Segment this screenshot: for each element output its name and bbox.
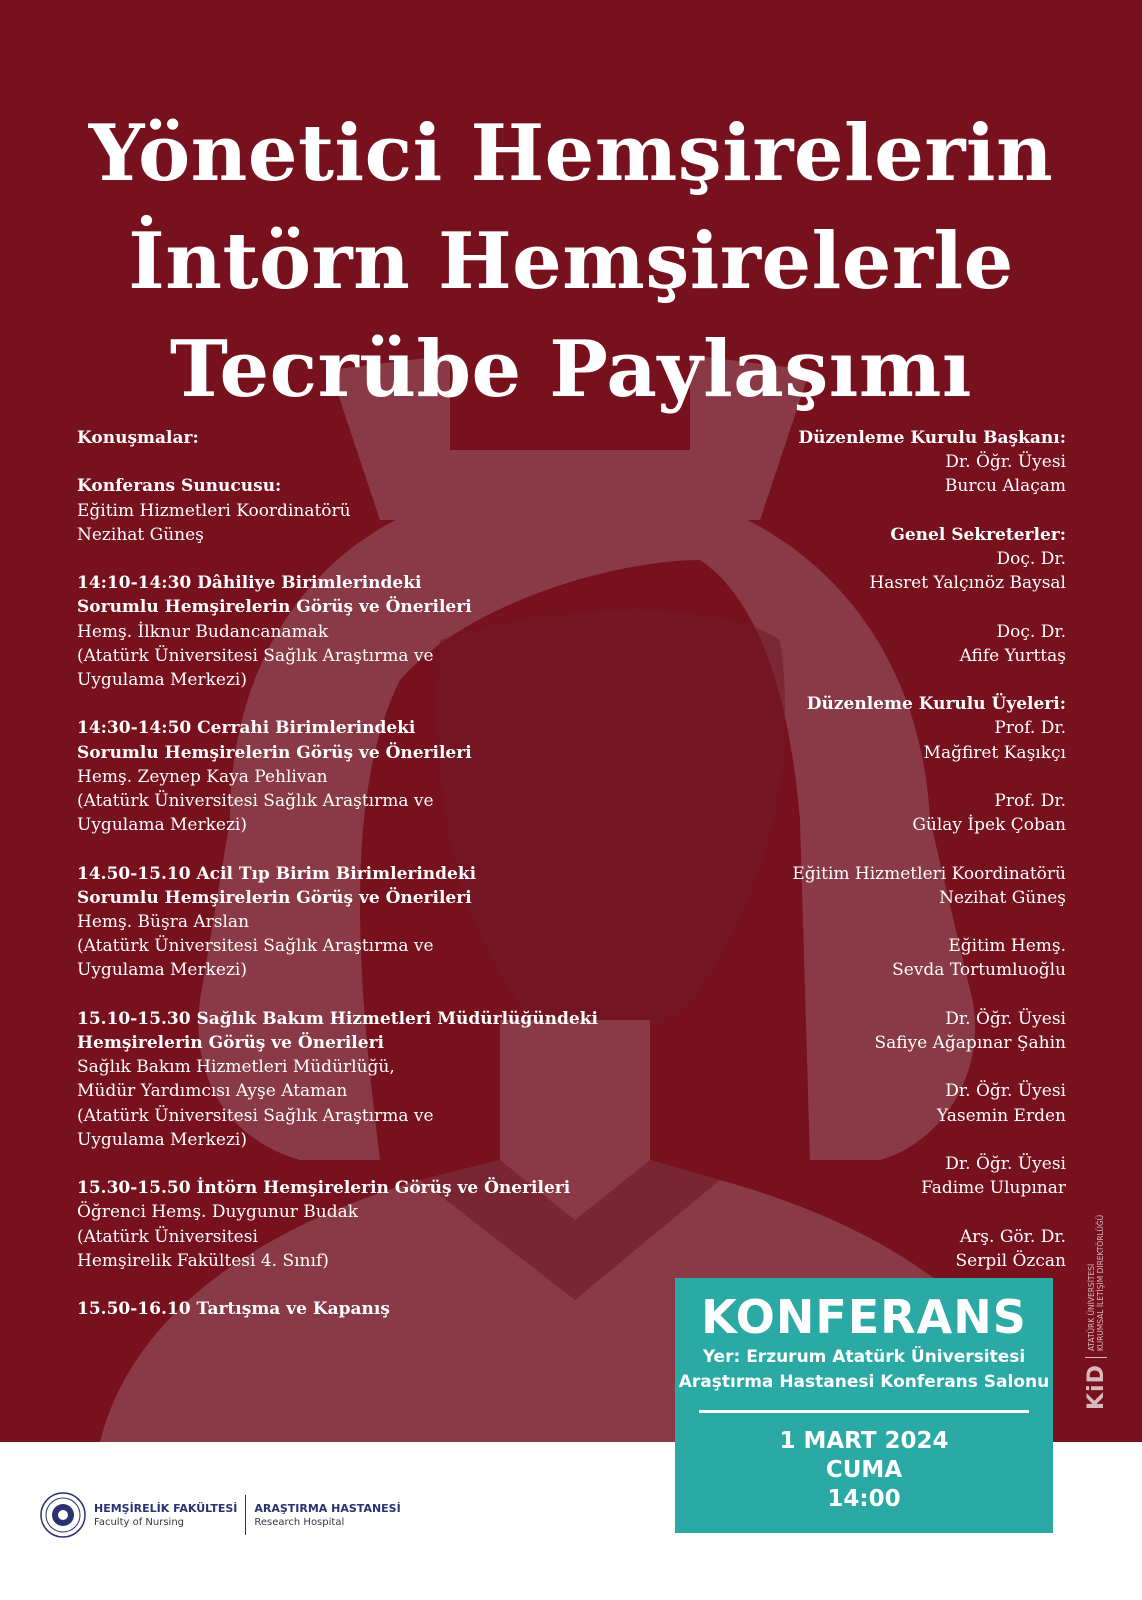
conference-info-box [675, 1278, 1053, 1533]
session-speaker: Öğrenci Hemş. Duygunur Budak [77, 1202, 359, 1223]
closing-session: 15.50-16.10 Tartışma ve Kapanış [77, 1299, 390, 1320]
session-affiliation: Uygulama Merkezi) [77, 960, 247, 981]
divider [699, 1410, 1029, 1413]
title-line: İntörn Hemşirelerle [128, 216, 1014, 307]
session-item [77, 1176, 717, 1273]
session-title: Sorumlu Hemşirelerin Görüş ve Önerileri [77, 597, 472, 618]
session-affiliation: Uygulama Merkezi) [77, 670, 247, 690]
member-name: Safiye Ağapınar Şahin [874, 1032, 1066, 1053]
kid-text: KURUMSAL İLETİŞİM DİREKTÖRLÜĞÜ [1096, 1214, 1105, 1352]
member-title: Prof. Dr. [994, 718, 1066, 739]
secretary-name: Afife Yurttaş [959, 645, 1066, 666]
conference-date: 1 MART 2024 [779, 1428, 949, 1454]
secretary-title: Doç. Dr. [996, 621, 1066, 642]
chair-title: Dr. Öğr. Üyesi [945, 452, 1066, 473]
member-title: Eğitim Hemş. [948, 936, 1066, 957]
kid-logo: KiD [1083, 1364, 1109, 1410]
footer-logos [40, 1490, 401, 1540]
session-title: Sorumlu Hemşirelerin Görüş ve Önerileri [77, 742, 472, 763]
member-name: Serpil Özcan [955, 1250, 1066, 1271]
secretaries-label: Genel Sekreterler: [890, 524, 1066, 545]
session-item [77, 862, 717, 983]
member-name: Yasemin Erden [936, 1105, 1066, 1126]
session-title: 14:30-14:50 Cerrahi Birimlerindeki [77, 718, 416, 739]
session-speaker: Hemş. İlknur Budancanamak [77, 621, 329, 642]
org-name: ARAŞTIRMA HASTANESİ [254, 1501, 401, 1515]
host-label: Konferans Sunucusu: [77, 476, 282, 497]
member-name: Nezihat Güneş [939, 887, 1066, 908]
research-hospital-logo [254, 1502, 400, 1529]
session-item [77, 716, 717, 837]
divider [1085, 1357, 1107, 1358]
conference-day: CUMA [825, 1457, 903, 1483]
kid-text: ATATÜRK ÜNİVERSİTESİ [1087, 1263, 1096, 1352]
university-seal-icon [40, 1492, 86, 1538]
session-affiliation: (Atatürk Üniversitesi Sağlık Araştırma ve [77, 645, 434, 666]
conference-place: Araştırma Hastanesi Konferans Salonu [678, 1372, 1050, 1392]
host-role: Eğitim Hizmetleri Koordinatörü [77, 500, 351, 521]
org-name: HEMŞİRELİK FAKÜLTESİ [94, 1501, 238, 1515]
member-title: Dr. Öğr. Üyesi [945, 1081, 1066, 1102]
committee-column [646, 426, 1066, 1273]
session-speaker: Hemş. Büşra Arslan [77, 912, 250, 932]
session-speaker: Müdür Yardımcısı Ayşe Ataman [77, 1081, 348, 1102]
member-title: Prof. Dr. [994, 790, 1066, 811]
secretary-name: Hasret Yalçınöz Baysal [869, 573, 1066, 594]
session-affiliation: (Atatürk Üniversitesi Sağlık Araştırma ve [77, 1105, 434, 1126]
session-title: 15.30-15.50 İntörn Hemşirelerin Görüş ve Önerileri [77, 1178, 571, 1199]
session-affiliation: (Atatürk Üniversitesi [77, 1226, 258, 1247]
session-title: 14:10-14:30 Dâhiliye Birimlerindeki [77, 573, 422, 594]
session-item [77, 1007, 717, 1152]
session-speaker: Sağlık Bakım Hizmetleri Müdürlüğü, [77, 1057, 395, 1078]
session-title: 14.50-15.10 Acil Tıp Birim Birimlerindeki [77, 863, 477, 884]
session-affiliation: (Atatürk Üniversitesi Sağlık Araştırma ve [77, 791, 434, 811]
member-name: Gülay İpek Çoban [912, 815, 1066, 836]
session-title: 15.10-15.30 Sağlık Bakım Hizmetleri Müdürlüğündeki [77, 1008, 598, 1029]
session-title: Hemşirelerin Görüş ve Önerileri [77, 1033, 384, 1053]
conference-time: 14:00 [827, 1486, 901, 1512]
org-subtitle: Research Hospital [254, 1516, 345, 1528]
divider [245, 1495, 246, 1535]
member-title: Eğitim Hizmetleri Koordinatörü [792, 863, 1066, 884]
title-line: Yönetici Hemşirelerin [88, 108, 1054, 199]
member-name: Fadime Ulupınar [921, 1178, 1066, 1199]
session-affiliation: Uygulama Merkezi) [77, 815, 247, 836]
faculty-of-nursing-logo [94, 1502, 237, 1529]
org-subtitle: Faculty of Nursing [94, 1516, 185, 1528]
poster-title [0, 100, 1142, 424]
host-name: Nezihat Güneş [77, 524, 204, 545]
program-column [77, 426, 717, 1321]
conference-label: KONFERANS [701, 1290, 1027, 1344]
member-title: Dr. Öğr. Üyesi [945, 1153, 1066, 1174]
session-affiliation: Uygulama Merkezi) [77, 1129, 247, 1150]
program-heading: Konuşmalar: [77, 428, 199, 448]
session-affiliation: (Atatürk Üniversitesi Sağlık Araştırma ve [77, 936, 434, 957]
session-title: Sorumlu Hemşirelerin Görüş ve Önerileri [77, 887, 472, 908]
session-speaker: Hemş. Zeynep Kaya Pehlivan [77, 766, 328, 787]
session-affiliation: Hemşirelik Fakültesi 4. Sınıf) [77, 1250, 329, 1271]
member-name: Sevda Tortumluoğlu [892, 960, 1066, 981]
chair-name: Burcu Alaçam [944, 476, 1066, 497]
session-item [77, 571, 717, 692]
member-title: Arş. Gör. Dr. [959, 1226, 1066, 1247]
title-line: Tecrübe Paylaşımı [169, 324, 973, 415]
members-label: Düzenleme Kurulu Üyeleri: [806, 694, 1066, 715]
kid-brand-mark [1082, 1160, 1110, 1410]
member-name: Mağfiret Kaşıkçı [923, 742, 1066, 763]
conference-place: Yer: Erzurum Atatürk Üniversitesi [702, 1347, 1026, 1367]
chair-label: Düzenleme Kurulu Başkanı: [798, 428, 1066, 448]
member-title: Dr. Öğr. Üyesi [945, 1008, 1066, 1029]
secretary-title: Doç. Dr. [996, 549, 1066, 569]
